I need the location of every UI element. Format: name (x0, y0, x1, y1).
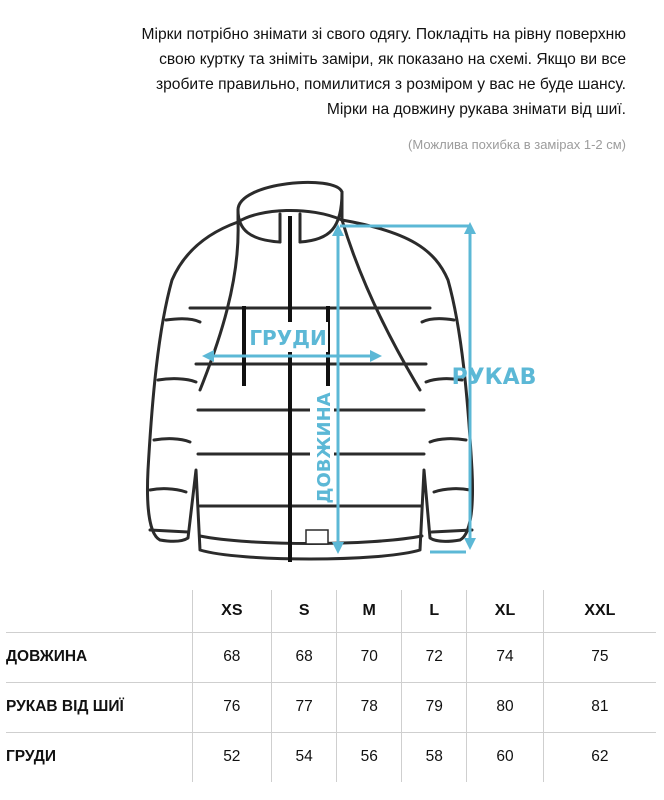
table-cell: 72 (402, 632, 467, 682)
table-cell: 68 (192, 632, 272, 682)
jacket-measurement-diagram (130, 170, 560, 580)
instructions-line: зробите правильно, помилитися з розміром у вас не буде шансу. (155, 76, 626, 93)
size-header-row (6, 590, 656, 632)
table-row-sleeve (6, 682, 656, 732)
table-corner (6, 590, 192, 632)
size-chart-table (6, 590, 656, 782)
table-cell: 52 (192, 732, 272, 782)
instructions-text (16, 22, 626, 122)
size-header-l: L (402, 590, 467, 632)
jacket-outline (148, 182, 473, 559)
table-cell: 81 (543, 682, 656, 732)
sleeve-label: РУКАВ (451, 365, 537, 390)
table-cell: 74 (467, 632, 543, 682)
table-cell: 68 (272, 632, 337, 682)
row-label: ГРУДИ (6, 748, 56, 766)
size-header-xxl: XXL (543, 590, 656, 632)
size-header-s: S (272, 590, 337, 632)
table-cell: 54 (272, 732, 337, 782)
table-cell: 78 (337, 682, 402, 732)
table-cell: 75 (543, 632, 656, 682)
table-cell: 58 (402, 732, 467, 782)
length-label: ДОВЖИНА (314, 392, 335, 504)
row-label: ДОВЖИНА (6, 648, 88, 665)
table-row-chest (6, 732, 656, 782)
left-pocket-zip (242, 306, 246, 386)
instructions-line: свою куртку та зніміть заміри, як показано на схемі. Якщо ви все (159, 51, 626, 68)
table-cell: 62 (543, 732, 656, 782)
table-cell: 79 (402, 682, 467, 732)
table-cell: 60 (467, 732, 543, 782)
size-header-xl: XL (467, 590, 543, 632)
chest-label: ГРУДИ (249, 326, 327, 350)
table-cell: 76 (192, 682, 272, 732)
size-header-m: M (337, 590, 402, 632)
size-header-xs: XS (192, 590, 272, 632)
brand-tag (306, 530, 328, 544)
table-cell: 56 (337, 732, 402, 782)
table-cell: 70 (337, 632, 402, 682)
table-cell: 80 (467, 682, 543, 732)
table-row-length (6, 632, 656, 682)
measurement-error-note: (Можлива похибка в замірах 1-2 см) (408, 137, 626, 152)
jacket-illustration (130, 170, 560, 580)
instructions-line: Мірки потрібно знімати зі свого одягу. Покладіть на рівну поверхню (141, 26, 626, 43)
row-label: РУКАВ ВІД ШИЇ (6, 698, 124, 715)
instructions-line: Мірки на довжину рукава знімати від шиї. (326, 101, 626, 118)
table-cell: 77 (272, 682, 337, 732)
